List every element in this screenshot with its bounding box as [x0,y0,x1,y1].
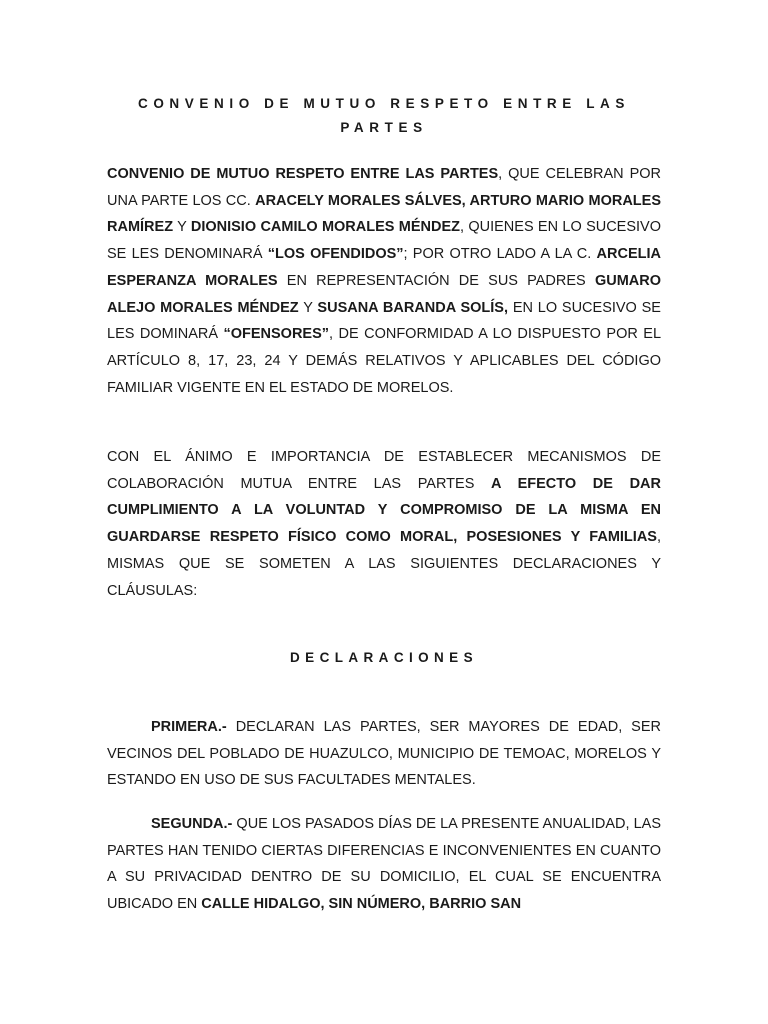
text-run: QUE LOS PASADOS DÍAS DE LA PRESENTE ANUALIDAD, LAS PARTES HAN TENIDO CIERTAS DIFERENCIAS E INCONVENIENTES EN CUANTO A SU PRIVACIDAD DENTRO DE SU DOMICILIO, EL CUAL SE ENCUENTRA UBICADO EN [107,816,661,913]
text-run: DECLARAN LAS PARTES, SER MAYORES DE EDAD, SER VECINOS DEL POBLADO DE HUAZULCO, MUNICIPIO DE TEMOAC, MORELOS Y ESTANDO EN USO DE SUS FACULTADES MENTALES. [107,719,661,789]
bold-text-run: CALLE HIDALGO, SIN NÚMERO, BARRIO SAN [201,896,522,913]
bold-text-run: PRIMERA.- [151,719,227,735]
bold-text-run: SUSANA BARANDA SOLÍS, [317,299,509,316]
purpose-paragraph [107,444,661,604]
bold-text-run: SEGUNDA.- [151,816,233,832]
document-title: CONVENIO DE MUTUO RESPETO ENTRE LAS PARTES [137,96,631,135]
bold-text-run: A EFECTO DE DAR CUMPLIMIENTO A LA VOLUNTAD Y COMPROMISO DE LA MISMA EN GUARDARSE RESPETO FÍSICO COMO MORAL, POSESIONES Y FAMILIAS [107,475,661,546]
text-run: , MISMAS QUE SE SOMETEN A LAS SIGUIENTES DECLARACIONES Y CLÁUSULAS: [107,529,661,599]
bold-text-run: GUMARO ALEJO MORALES MÉNDEZ [107,272,661,316]
declaration-second [107,811,661,918]
bold-text-run: ARCELIA ESPERANZA MORALES [107,246,661,289]
bold-text-run: “OFENSORES” [223,326,330,343]
declaration-first [107,714,661,794]
text-run: , QUE CELEBRAN POR UNA PARTE LOS CC. [107,166,661,209]
text-run: Y [173,219,191,236]
bold-text-run: DIONISIO CAMILO MORALES MÉNDEZ [190,219,460,236]
text-run: Y [298,299,318,316]
declarations-heading: DECLARACIONES [290,650,478,665]
text-run: , DE CONFORMIDAD A LO DISPUESTO POR EL ARTÍCULO 8, 17, 23, 24 Y DEMÁS RELATIVOS Y APLICABLES DEL CÓDIGO FAMILIAR VIGENTE EN EL ESTADO DE MORELOS. [107,326,662,396]
bold-text-run: CONVENIO DE MUTUO RESPETO ENTRE LAS PARTES [107,166,499,182]
text-run: , QUIENES EN LO SUCESIVO SE LES DENOMINARÁ [107,219,662,263]
text-run: ; POR OTRO LADO A LA C. [403,246,597,263]
intro-paragraph [107,161,661,401]
bold-text-run: “LOS OFENDIDOS” [267,246,404,263]
bold-text-run: ARACELY MORALES SÁLVES, ARTURO MARIO MORALES RAMÍREZ [107,192,661,236]
text-run: CON EL ÁNIMO E IMPORTANCIA DE ESTABLECER MECANISMOS DE COLABORACIÓN MUTUA ENTRE LAS PARTES [107,449,661,492]
text-run: EN REPRESENTACIÓN DE SUS PADRES [277,272,595,289]
text-run: EN LO SUCESIVO SE LES DOMINARÁ [107,299,661,343]
